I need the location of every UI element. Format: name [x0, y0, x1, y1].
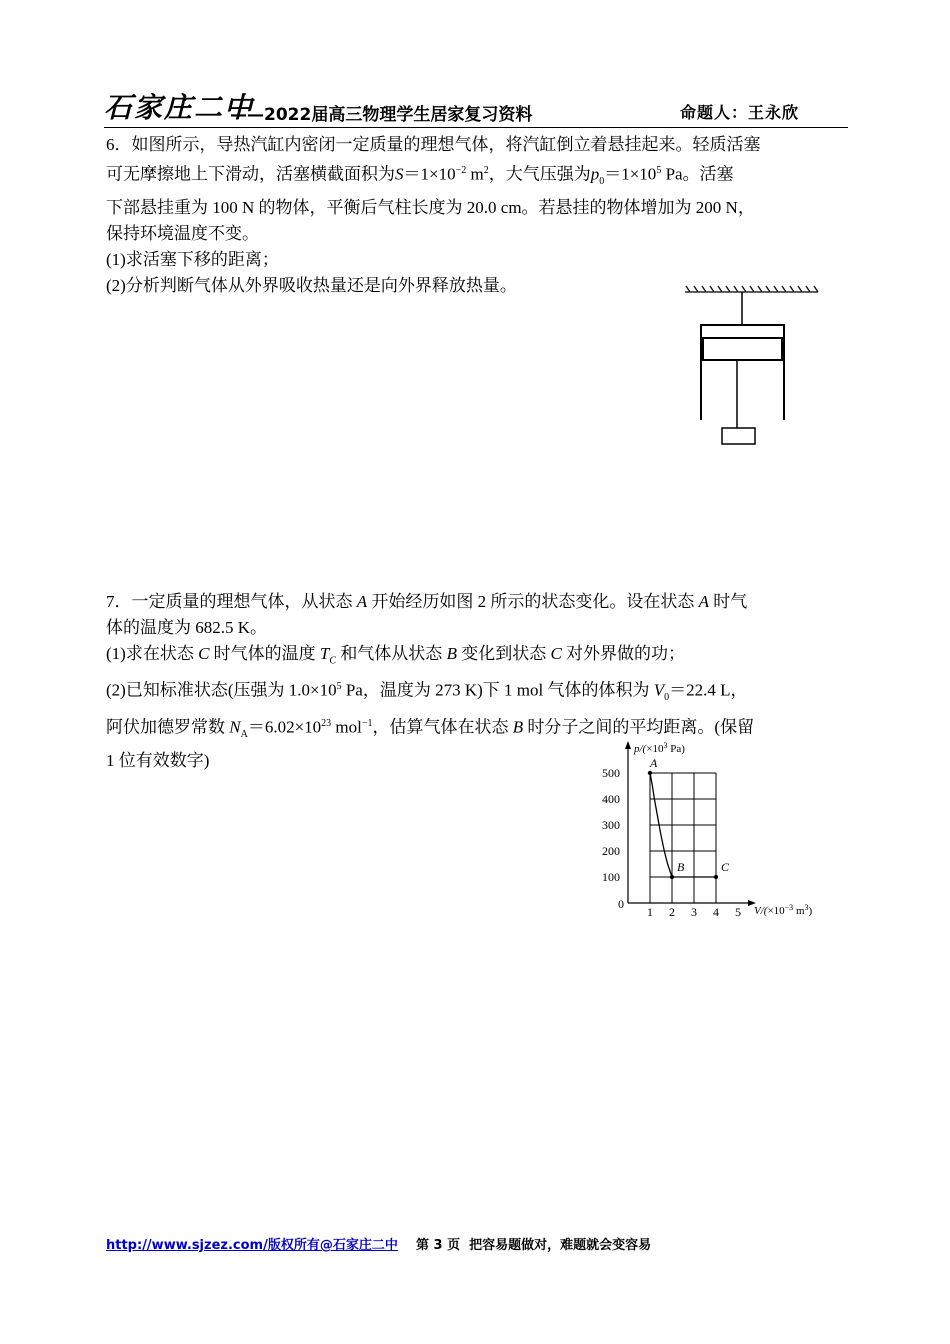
pv-chart: [598, 738, 848, 928]
x-tick-label: 1: [647, 905, 653, 919]
y-axis-arrow: [625, 741, 631, 749]
footer-link[interactable]: http://www.sjzez.com/: [106, 1238, 268, 1253]
q6-line4: 保持环境温度不变。: [106, 224, 259, 244]
question-6: [106, 132, 846, 299]
cylinder-diagram: [680, 280, 820, 450]
point-label-b: B: [677, 860, 685, 874]
origin-label: 0: [618, 897, 624, 911]
document-title: ——2022届高三物理学生居家复习资料: [230, 105, 533, 125]
header-divider: [104, 127, 848, 128]
q7-line1: 7．一定质量的理想气体，从状态 A 开始经历如图 2 所示的状态变化。设在状态 A 时气: [106, 592, 748, 611]
x-tick-label: 2: [669, 905, 675, 919]
hanging-weight: [722, 428, 755, 444]
q6-line3: 下部悬挂重为 100 N 的物体，平衡后气柱长度为 20.0 cm。若悬挂的物体增加为 200 N，: [106, 198, 755, 218]
y-tick-label: 500: [602, 766, 620, 780]
y-tick-label: 300: [602, 818, 620, 832]
q7-line6: 1 位有效数字): [106, 751, 210, 771]
point-c: [714, 875, 718, 879]
point-b: [670, 875, 674, 879]
chart-grid: [650, 773, 716, 903]
q7-line5: 阿伏加德罗常数 $N_A=6.02\times 10^{23}$ mol$^{-1}$，估算气体在状态 B 时分子之间的平均距离。(保留: [106, 718, 755, 741]
y-tick-label: 200: [602, 844, 620, 858]
piston: [703, 338, 782, 360]
x-tick-label: 5: [735, 905, 741, 919]
q7-line2: 体的温度为 682.5 K。: [106, 618, 268, 637]
author-label: 命题人：王永欣: [680, 103, 800, 122]
q6-line1: 6．如图所示，导热汽缸内密闭一定质量的理想气体，将汽缸倒立着悬挂起来。轻质活塞: [106, 135, 761, 154]
state-points: [648, 756, 730, 879]
footer-rights[interactable]: 版权所有@石家庄二中: [267, 1238, 398, 1253]
q7-line3: (1)求在状态 C 时气体的温度 $T_C$ 和气体从状态 B 变化到状态 C 对外界做的功；: [106, 644, 686, 667]
q6-part1: (1)求活塞下移的距离；: [106, 250, 279, 270]
q6-part2: (2)分析判断气体从外界吸收热量还是向外界释放热量。: [106, 276, 517, 296]
point-label-c: C: [721, 860, 730, 874]
x-tick-label: 3: [691, 905, 697, 919]
page-footer: [106, 1234, 651, 1253]
page-number: 第 3 页: [415, 1238, 461, 1253]
q6-line2: 可无摩擦地上下滑动，活塞横截面积为$S=1\times 10^{-2}$ $m^2$，大气压强为$p_0=1\times 10^5$ Pa。活塞: [106, 164, 734, 188]
y-tick-label: 400: [602, 792, 620, 806]
footer-motto: 把容易题做对，难题就会变容易: [469, 1238, 652, 1253]
x-axis-label: $V/(\times 10^{-3}$ $m^3$): [754, 903, 813, 917]
point-label-a: A: [650, 756, 658, 770]
q7-line4: (2)已知标准状态(压强为 $1.0\times 10^5$ Pa，温度为 273 K)下 1 mol 气体的体积为 $V_0=22.4$ L，: [106, 681, 748, 704]
y-axis-label: $p/(\times 10^3$ Pa): [634, 741, 685, 755]
ceiling: [685, 286, 818, 292]
y-tick-label: 100: [602, 870, 620, 884]
point-a: [648, 771, 652, 775]
x-tick-label: 4: [713, 905, 719, 919]
school-logo: 石家庄二中: [104, 91, 255, 124]
